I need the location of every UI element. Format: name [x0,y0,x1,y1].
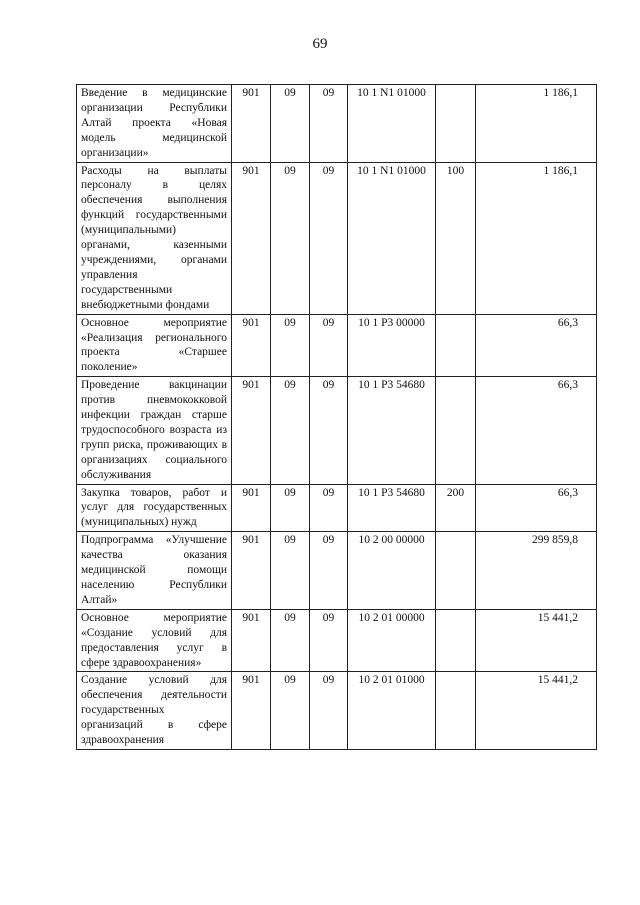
row-amount-cell: 66,3 [476,377,597,484]
row-section-cell: 09 [271,162,310,314]
row-name-cell: Введение в медицинские организации Республики Алтай проекта «Новая модель медицинской организации» [77,85,232,163]
row-subsection-cell: 09 [310,162,348,314]
row-target-article-cell: 10 2 00 00000 [348,532,436,610]
row-amount-cell: 1 186,1 [476,162,597,314]
table-row [77,609,597,672]
row-admin-code-cell: 901 [232,484,271,532]
row-expense-type-cell [436,314,476,377]
row-name-cell: Создание условий для обеспечения деятельности государственных организаций в сфере здравоохранения [77,672,232,750]
row-target-article-cell: 10 1 P3 54680 [348,484,436,532]
row-expense-type-cell: 200 [436,484,476,532]
row-name-cell: Проведение вакцинации против пневмококковой инфекции граждан старше трудоспособного возраста из групп риска, проживающих в организациях социального обслуживания [77,377,232,484]
row-subsection-cell: 09 [310,484,348,532]
row-name-cell: Подпрограмма «Улучшение качества оказания медицинской помощи населению Республики Алтай» [77,532,232,610]
row-admin-code-cell: 901 [232,377,271,484]
row-target-article-cell: 10 1 N1 01000 [348,162,436,314]
row-amount-cell: 66,3 [476,314,597,377]
row-admin-code-cell: 901 [232,314,271,377]
row-expense-type-cell: 100 [436,162,476,314]
row-expense-type-cell [436,85,476,163]
table-row [77,162,597,314]
table-row [77,484,597,532]
row-section-cell: 09 [271,532,310,610]
row-admin-code-cell: 901 [232,609,271,672]
table-row [77,85,597,163]
row-section-cell: 09 [271,314,310,377]
row-expense-type-cell [436,672,476,750]
row-name-cell: Основное мероприятие «Создание условий для предоставления услуг в сфере здравоохранения» [77,609,232,672]
budget-table [76,84,597,750]
row-name-cell: Закупка товаров, работ и услуг для государственных (муниципальных) нужд [77,484,232,532]
row-amount-cell: 15 441,2 [476,672,597,750]
row-section-cell: 09 [271,377,310,484]
row-name-cell: Основное мероприятие «Реализация регионального проекта «Старшее поколение» [77,314,232,377]
row-expense-type-cell [436,532,476,610]
row-admin-code-cell: 901 [232,672,271,750]
row-admin-code-cell: 901 [232,162,271,314]
row-amount-cell: 15 441,2 [476,609,597,672]
row-subsection-cell: 09 [310,377,348,484]
table-row [77,377,597,484]
table-row [77,532,597,610]
row-amount-cell: 299 859,8 [476,532,597,610]
row-section-cell: 09 [271,672,310,750]
row-target-article-cell: 10 2 01 01000 [348,672,436,750]
row-expense-type-cell [436,377,476,484]
row-subsection-cell: 09 [310,314,348,377]
row-admin-code-cell: 901 [232,85,271,163]
row-subsection-cell: 09 [310,609,348,672]
table-row [77,672,597,750]
row-subsection-cell: 09 [310,85,348,163]
row-target-article-cell: 10 1 N1 01000 [348,85,436,163]
table-row [77,314,597,377]
row-name-cell: Расходы на выплаты персоналу в целях обеспечения выполнения функций государственными (муниципальными) органами, казенными учреждениями, органами управления государственными внебюджетными фондами [77,162,232,314]
row-amount-cell: 1 186,1 [476,85,597,163]
row-target-article-cell: 10 1 P3 00000 [348,314,436,377]
row-section-cell: 09 [271,484,310,532]
row-section-cell: 09 [271,609,310,672]
row-section-cell: 09 [271,85,310,163]
row-amount-cell: 66,3 [476,484,597,532]
row-admin-code-cell: 901 [232,532,271,610]
row-target-article-cell: 10 2 01 00000 [348,609,436,672]
page-number: 69 [312,36,328,52]
row-subsection-cell: 09 [310,672,348,750]
budget-table-body [77,85,597,750]
row-target-article-cell: 10 1 P3 54680 [348,377,436,484]
row-subsection-cell: 09 [310,532,348,610]
row-expense-type-cell [436,609,476,672]
